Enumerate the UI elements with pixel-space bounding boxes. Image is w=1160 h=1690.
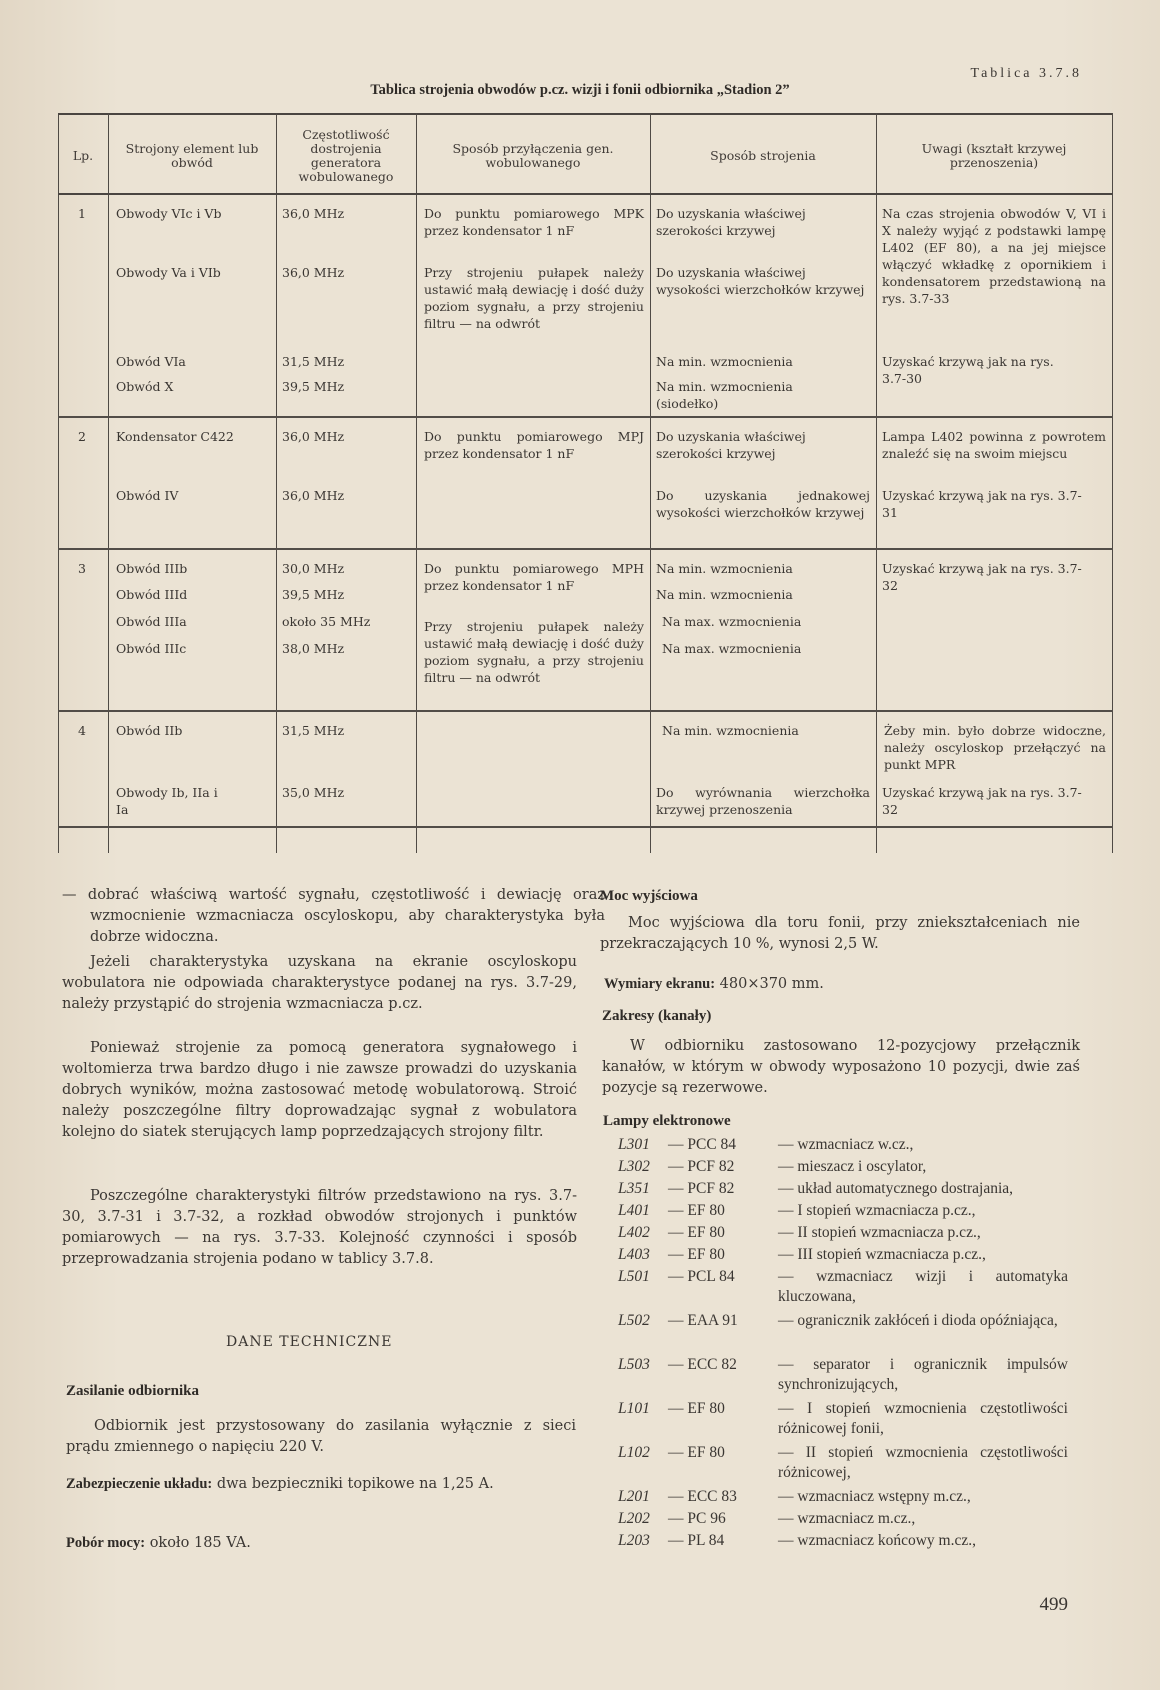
section-heading-technical-data: DANE TECHNICZNE <box>226 1334 393 1350</box>
row-method: Na min. wzmocnienia (siodełko) <box>656 379 793 411</box>
row-separator <box>58 710 1113 712</box>
column-divider <box>876 113 877 853</box>
row-connection: Do punktu pomiarowego MPK przez kondensator 1 nF <box>424 206 644 238</box>
row-frequency: 38,0 MHz <box>282 641 345 656</box>
fuse-value: dwa bezpieczniki topikowe na 1,25 A. <box>216 1476 494 1492</box>
row-lp: 4 <box>78 723 86 738</box>
row-element: Obwód IV <box>116 488 179 503</box>
page-number: 499 <box>1039 1594 1068 1615</box>
fuse-spec <box>66 1474 576 1495</box>
column-divider <box>416 113 417 853</box>
table-label: Tablica 3.7.8 <box>970 66 1082 81</box>
row-frequency: 31,5 MHz <box>282 354 345 369</box>
row-frequency: 31,5 MHz <box>282 723 345 738</box>
screen-dimensions <box>604 974 1084 995</box>
section-heading-power-supply: Zasilanie odbiornika <box>66 1383 199 1399</box>
row-method: Do uzyskania właściwej wysokości wierzchołków krzywej <box>656 265 865 297</box>
row-method: Na min. wzmocnienia <box>656 587 793 602</box>
row-element: Obwody Ib, IIa i Ia <box>116 785 218 817</box>
paragraph: — dobrać właściwą wartość sygnału, częstotliwość i dewiację oraz wzmocnienie wzmacniacza oscyloskopu, aby charakterystyka była dobrze widoczna. <box>62 887 605 945</box>
screen-dimensions-value: 480×370 mm. <box>719 976 824 992</box>
row-element: Obwód IIb <box>116 723 183 738</box>
row-notes: Na czas strojenia obwodów V, VI i X należy wyjąć z podstawki lampę L402 (EF 80), a na jej miejsce włączyć wkładkę z opornikiem i kondensatorem przedstawioną na rys. 3.7-33 <box>882 206 1106 306</box>
row-method: Do uzyskania właściwej szerokości krzywej <box>656 429 806 461</box>
row-element: Obwody VIc i Vb <box>116 206 222 221</box>
row-element: Obwód IIId <box>116 587 188 602</box>
row-notes: Uzyskać krzywą jak na rys. 3.7-32 <box>882 785 1082 817</box>
column-divider <box>276 113 277 853</box>
table-bottom-rule <box>58 826 1113 828</box>
row-notes: Lampa L402 powinna z powrotem znaleźć się na swoim miejscu <box>882 429 1106 461</box>
row-frequency: 30,0 MHz <box>282 561 345 576</box>
row-method: Do wyrównania wierzchołka krzywej przenoszenia <box>656 785 870 817</box>
row-frequency: 39,5 MHz <box>282 379 345 394</box>
power-value: około 185 VA. <box>149 1535 251 1551</box>
row-connection: Przy strojeniu pułapek należy ustawić małą dewiację i dość duży poziom sygnału, a przy strojeniu filtru — na odwrót <box>424 265 644 331</box>
row-method: Do uzyskania jednakowej wysokości wierzchołków krzywej <box>656 488 870 520</box>
header-connection: Sposób przyłączenia gen. wobulowanego <box>452 141 614 170</box>
power-label: Pobór mocy: <box>66 1535 146 1551</box>
row-frequency: 36,0 MHz <box>282 206 345 221</box>
row-separator <box>58 548 1113 550</box>
row-frequency: 36,0 MHz <box>282 429 345 444</box>
row-frequency: 36,0 MHz <box>282 265 345 280</box>
column-divider <box>108 113 109 853</box>
row-notes: Uzyskać krzywą jak na rys. 3.7-30 <box>882 354 1054 386</box>
fuse-label: Zabezpieczenie układu: <box>66 1476 213 1492</box>
row-notes: Uzyskać krzywą jak na rys. 3.7-32 <box>882 561 1082 593</box>
row-connection: Do punktu pomiarowego MPH przez kondensator 1 nF <box>424 561 644 593</box>
header-element: Strojony element lub obwód <box>125 141 259 170</box>
row-element: Obwody Va i VIb <box>116 265 221 280</box>
row-method: Na max. wzmocnienia <box>662 641 802 656</box>
header-lp: Lp. <box>72 148 94 163</box>
header-method: Sposób strojenia <box>710 148 816 163</box>
row-method: Na min. wzmocnienia <box>662 723 799 738</box>
table-header <box>58 115 1113 195</box>
row-lp: 1 <box>78 206 86 221</box>
column-divider <box>58 115 59 853</box>
column-divider <box>650 113 651 853</box>
paragraph: Jeżeli charakterystyka uzyskana na ekranie oscyloskopu wobulatora nie odpowiada charakterystyce podanej na rys. 3.7-29, należy przystąpić do strojenia wzmacniacza p.cz. <box>62 954 577 1012</box>
section-heading-tubes: Lampy elektronowe <box>603 1113 731 1129</box>
paragraph: Odbiornik jest przystosowany do zasilania wyłącznie z sieci prądu zmiennego o napięciu 220 V. <box>66 1418 576 1455</box>
tuning-table <box>58 113 1113 853</box>
row-method: Na min. wzmocnienia <box>656 354 793 369</box>
paragraph: Poszczególne charakterystyki filtrów przedstawiono na rys. 3.7-30, 3.7-31 i 3.7-32, a rozkład obwodów strojonych i punktów pomiarowych — na rys. 3.7-33. Kolejność czynności i sposób przeprowadzania strojenia podano w tablicy 3.7.8. <box>62 1188 577 1267</box>
row-element: Obwód IIIc <box>116 641 187 656</box>
row-notes: Uzyskać krzywą jak na rys. 3.7-31 <box>882 488 1082 520</box>
table-title: Tablica strojenia obwodów p.cz. wizji i fonii odbiornika „Stadion 2” <box>370 82 790 98</box>
paragraph: Moc wyjściowa dla toru fonii, przy zniekształceniach nie przekraczających 10 %, wynosi 2,5 W. <box>600 915 1080 952</box>
row-connection: Do punktu pomiarowego MPJ przez kondensator 1 nF <box>424 429 644 461</box>
row-method: Na max. wzmocnienia <box>662 614 802 629</box>
row-element: Obwód VIa <box>116 354 186 369</box>
section-heading-output-power: Moc wyjściowa <box>600 888 698 904</box>
power-consumption <box>66 1533 576 1554</box>
row-method: Na min. wzmocnienia <box>656 561 793 576</box>
row-lp: 2 <box>78 429 86 444</box>
row-lp: 3 <box>78 561 86 576</box>
section-heading-channels: Zakresy (kanały) <box>602 1008 712 1024</box>
row-frequency: około 35 MHz <box>282 614 371 629</box>
row-frequency: 35,0 MHz <box>282 785 345 800</box>
row-element: Obwód IIIb <box>116 561 188 576</box>
row-frequency: 39,5 MHz <box>282 587 345 602</box>
row-connection: Przy strojeniu pułapek należy ustawić małą dewiację i dość duży poziom sygnału, a przy strojeniu filtru — na odwrót <box>424 619 644 685</box>
row-frequency: 36,0 MHz <box>282 488 345 503</box>
row-element: Obwód X <box>116 379 174 394</box>
tube-list: L301 — PCC 84 — wzmacniacz w.cz., L302 — PCF 82 — mieszacz i oscylator, L351 — PCF 82 — układ automatycznego dostrajania, L401 — EF 80 — I stopień wzmacniacza p.cz., L402 — EF 80 — II stopień wzmacniacza p.cz., L403 — EF 80 — III stopień wzmacniacza p.cz., L501 — PCL 84 — wzmacniacz wizji i automatyka kluczowana, L502 — EAA 91 — ogranicznik zakłóceń i dioda opóźniająca, L503 — ECC 82 — separator i ogranicznik impulsów synchronizujących, L101 — EF 80 — I stopień wzmocnienia częstotliwości różnicowej fonii, L102 — EF 80 — II stopień wzmocnienia częstotliwości różnicowej, L201 — ECC 83 — wzmacniacz wstępny m.cz., L202 — PC 96 — wzmacniacz m.cz., L203 — PL 84 — wzmacniacz końcowy m.cz., <box>618 1136 1068 1549</box>
paragraph: W odbiorniku zastosowano 12-pozycjowy przełącznik kanałów, w którym w obwody wyposażono 10 pozycji, dwie zaś pozycje są rezerwowe. <box>602 1038 1080 1096</box>
header-frequency: Częstotliwość dostrojenia generatora wobulowanego <box>298 127 394 184</box>
paragraph: Ponieważ strojenie za pomocą generatora sygnałowego i woltomierza trwa bardzo długo i nie zawsze prowadzi do uzyskania dobrych wyników, można zastosować metodę wobulatorową. Stroić należy poszczególne filtry doprowadzając sygnał z wobulatora kolejno do siatek sterujących lamp poprzedzających strojony filtr. <box>62 1040 577 1140</box>
row-element: Obwód IIIa <box>116 614 187 629</box>
screen-dimensions-label: Wymiary ekranu: <box>604 976 716 992</box>
header-notes: Uwagi (kształt krzywej przenoszenia) <box>921 141 1067 170</box>
row-method: Do uzyskania właściwej szerokości krzywej <box>656 206 806 238</box>
row-element: Kondensator C422 <box>116 429 234 444</box>
row-notes: Żeby min. było dobrze widoczne, należy oscyloskop przełączyć na punkt MPR <box>884 723 1106 772</box>
row-separator <box>58 416 1113 418</box>
column-divider <box>1112 113 1113 853</box>
